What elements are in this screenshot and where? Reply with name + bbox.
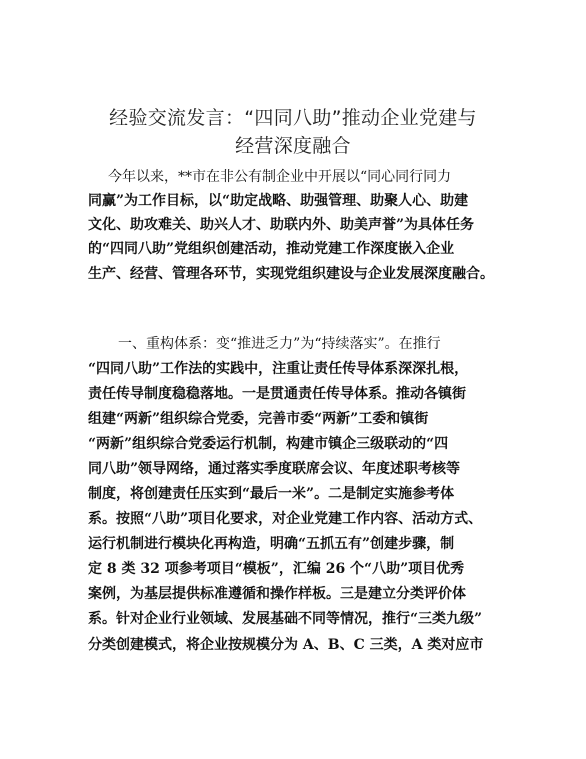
paragraph-1-line-2: 同赢”为工作目标，以“助定战略、助强管理、助聚人心、助建 — [88, 193, 469, 209]
paragraph-1-line-4: 的“四同八助”党组织创建活动，推动党建工作深度嵌入企业 — [88, 241, 455, 257]
paragraph-1-line-5: 生产、经营、管理各环节，实现党组织建设与企业发展深度融合。 — [88, 266, 494, 282]
paragraph-1-line-1: 今年以来，**市在非公有制企业中开展以“同心同行同力 — [108, 169, 452, 185]
paragraph-2-line-6: 同八助”领导网络，通过落实季度联席会议、年度述职考核等 — [88, 461, 461, 477]
paragraph-2-line-4: 组建“两新”组织综合党委，完善市委“两新”工委和镇街 — [88, 411, 429, 427]
paragraph-2-line-13: 分类创建模式，将企业按规模分为 A、B、C 三类，A 类对应市 — [88, 637, 484, 653]
paragraph-2-line-7: 制度，将创建责任压实到“最后一米”。二是制定实施参考体 — [88, 486, 455, 502]
document-title-line-1: 经验交流发言：“四同八助”推动企业党建与 — [109, 107, 477, 129]
paragraph-2-line-2: “四同八助”工作法的实践中，注重让责任传导体系深深扎根， — [88, 361, 469, 377]
document-title-line-2: 经营深度融合 — [235, 135, 351, 157]
paragraph-2-line-12: 系。针对企业行业领域、发展基础不同等情况，推行“三类九级” — [88, 611, 483, 627]
paragraph-2-line-10: 定 8 类 32 项参考项目“模板”，汇编 26 个“八助”项目优秀 — [88, 561, 465, 577]
paragraph-2-line-8: 系。按照“八助”项目化要求，对企业党建工作内容、活动方式、 — [88, 511, 483, 527]
paragraph-2-line-5: “两新”组织综合党委运行机制，构建市镇企三级联动的“四 — [88, 436, 449, 452]
paragraph-2-line-1: 一、重构体系：变“推进乏力”为“持续落实”。在推行 — [118, 336, 441, 352]
paragraph-1-line-3: 文化、助攻难关、助兴人才、助联内外、助美声誉”为具体任务 — [88, 217, 475, 233]
paragraph-2-line-11: 案例，为基层提供标准遵循和操作样板。三是建立分类评价体 — [88, 586, 466, 602]
paragraph-2-line-3: 责任传导制度稳稳落地。一是贯通责任传导体系。推动各镇街 — [88, 386, 466, 402]
paragraph-2-line-9: 运行机制进行模块化再构造，明确“五抓五有”创建步骤，制 — [88, 536, 455, 552]
